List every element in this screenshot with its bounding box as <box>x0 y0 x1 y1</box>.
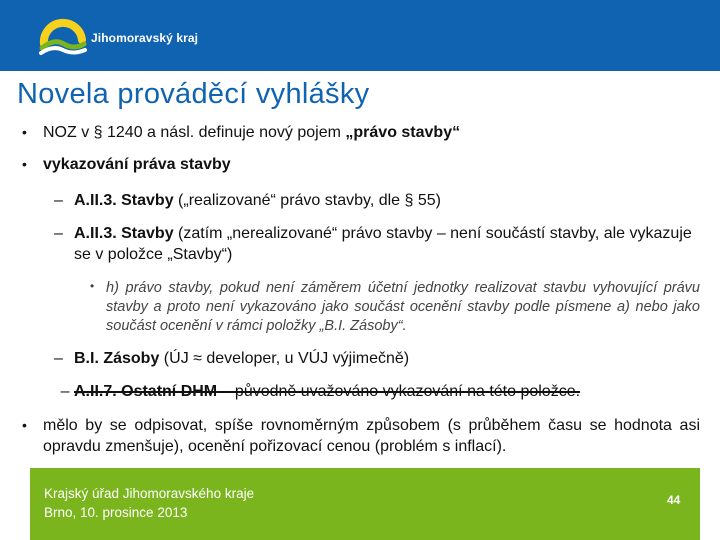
sub-4-bold: A.II.7. Ostatní DHM <box>74 383 218 400</box>
sub-2-bold: A.II.3. Stavby <box>74 225 174 242</box>
sub-dash: – <box>54 192 63 209</box>
sub-1-bold: A.II.3. Stavby <box>74 192 174 209</box>
sub-1-text: („realizované“ právo stavby, dle § 55) <box>173 192 441 209</box>
sub-item-4-struck <box>30 381 580 402</box>
sub-4-text: – původně uvažováno vykazování na této položce. <box>217 383 581 400</box>
footer-date: Brno, 10. prosince 2013 <box>44 505 188 520</box>
page-title: Novela prováděcí vyhlášky <box>17 78 370 110</box>
bullet-1-bold: „právo stavby“ <box>345 124 461 141</box>
sub-item-3 <box>74 348 409 369</box>
note-dot: • <box>90 279 95 293</box>
page-number: 44 <box>667 493 681 507</box>
bullet-3-text: mělo by se odpisovat, spíše rovnoměrným způsobem (s průběhem času se hodnota asi opravdu zmenšuje), ocenění pořizovací cenou (problém s inflací). <box>43 417 700 455</box>
bullet-item-1 <box>43 122 460 143</box>
jihomoravsky-kraj-logo-icon <box>38 14 88 58</box>
bullet-dot: • <box>22 124 27 140</box>
footer-text <box>44 484 254 522</box>
law-quote-note: h) právo stavby, pokud není záměrem účetní jednotky realizovat stavbu vyhovující právu stavby a proto není vykazováno jako součást ocenění stavby podle písmene a) nebo jako součást ocenění v rámci položky „B.I. Zásoby“. <box>106 280 700 334</box>
bullet-item-3 <box>43 415 700 457</box>
bullet-dot: • <box>22 417 27 433</box>
sub-3-bold: B.I. Zásoby <box>74 350 160 367</box>
bullet-2-text: vykazování práva stavby <box>43 156 231 173</box>
sub-dash: – <box>54 225 63 242</box>
bullet-dot: • <box>22 156 27 172</box>
brand-name: Jihomoravský kraj <box>91 31 199 45</box>
sub-dash: – <box>54 350 63 367</box>
bullet-1-text: NOZ v § 1240 a násl. definuje nový pojem <box>43 124 346 141</box>
footer-office: Krajský úřad Jihomoravského kraje <box>44 486 255 501</box>
sub-dash: – <box>60 383 74 400</box>
sub-3-text: (ÚJ ≈ developer, u VÚJ výjimečně) <box>159 350 410 367</box>
bullet-item-2 <box>43 154 231 175</box>
sub-item-1 <box>74 190 441 211</box>
sub-2-text: (zatím „nerealizované“ právo stavby – není součástí stavby, ale vykazuje se v položce „Stavby“) <box>74 225 692 263</box>
sub-item-2 <box>74 223 704 265</box>
